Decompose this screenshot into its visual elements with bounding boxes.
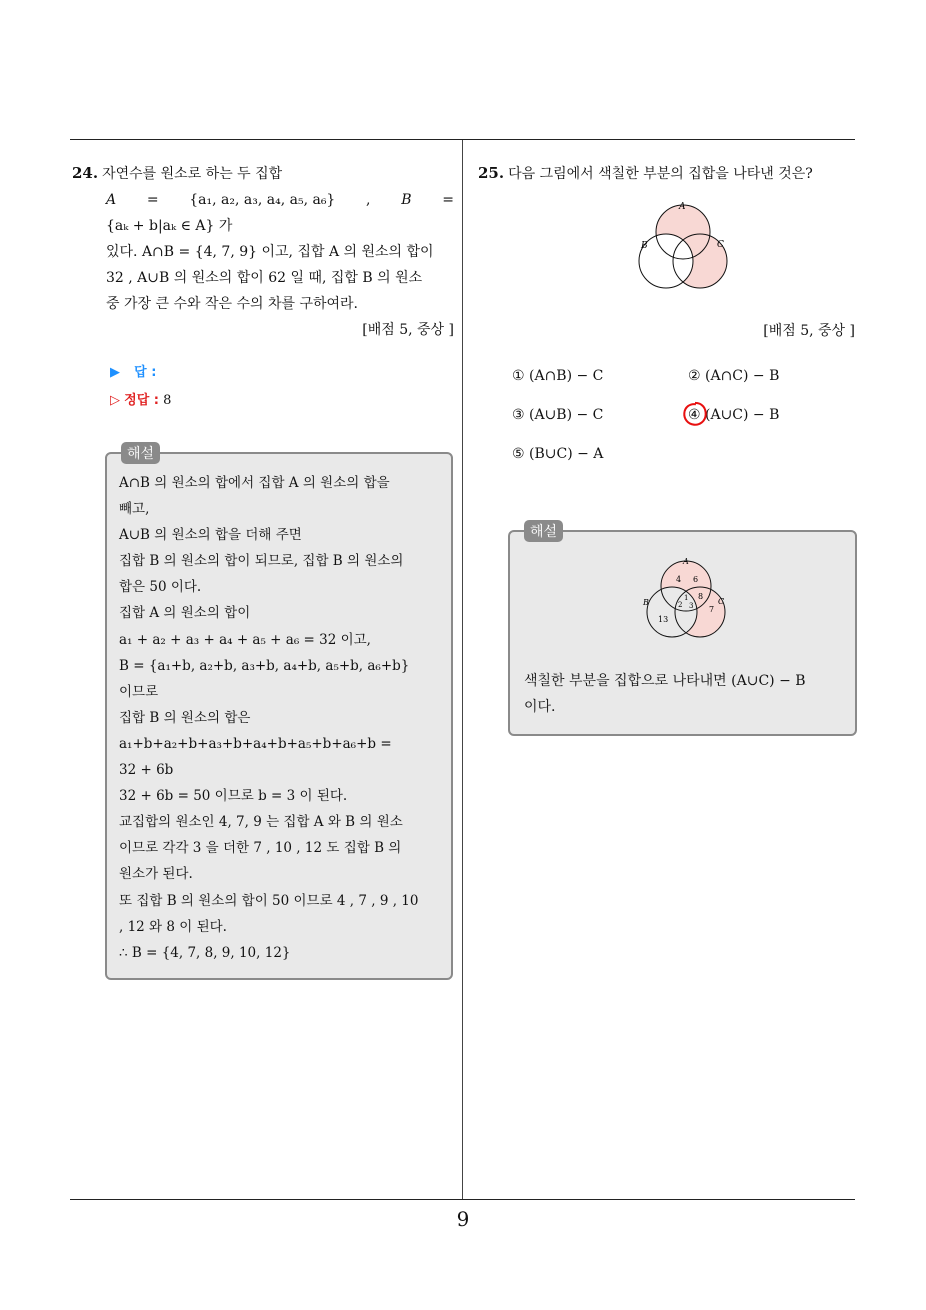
solution-tag: 해설 <box>524 520 563 542</box>
answer-mark-icon <box>682 401 708 427</box>
q24-number: 24. <box>72 164 99 182</box>
solution-line: 집합 B 의 원소의 합이 되므로, 집합 B 의 원소의 <box>119 553 404 570</box>
venn-number: 8 <box>698 592 704 601</box>
q24-correct-row <box>110 387 454 415</box>
option-3[interactable]: ③ (A∪B) − C <box>512 407 604 423</box>
venn-label-c: C <box>717 240 724 250</box>
solution-line: 교집합의 원소인 4, 7, 9 는 집합 A 와 B 의 원소 <box>119 814 403 831</box>
solution-line: 이므로 각각 3 을 더한 7 , 10 , 12 도 집합 B 의 <box>119 840 402 857</box>
solution-box-24 <box>105 446 453 980</box>
venn-label-b: B <box>641 241 648 251</box>
q24-meta: [배점 5, 중상 ] <box>362 322 454 338</box>
q24-answer-row <box>110 359 454 387</box>
solution-line: A∪B 의 원소의 합을 더해 주면 <box>119 527 302 544</box>
answer-label: 답 : <box>134 365 157 380</box>
solution-box-25 <box>508 524 857 736</box>
page-number: 9 <box>456 1207 470 1231</box>
q24-line: 중 가장 큰 수와 작은 수의 차를 구하여라. <box>106 296 358 312</box>
solution-line: , 12 와 8 이 된다. <box>119 918 227 935</box>
venn-label-a: A <box>679 202 686 212</box>
solution-line: 이다. <box>524 699 556 715</box>
venn-number: 2 <box>678 601 683 609</box>
solution-line: a₁ + a₂ + a₃ + a₄ + a₅ + a₆ = 32 이고, <box>119 631 371 648</box>
venn-number: 7 <box>709 605 715 614</box>
solution-line: 빼고, <box>119 501 150 518</box>
solution-line: 합은 50 이다. <box>119 579 202 596</box>
solution-tag: 해설 <box>121 442 160 464</box>
q25-venn-diagram <box>628 196 738 300</box>
venn-label-b: B <box>643 598 649 607</box>
venn-label-c: C <box>718 597 725 606</box>
solution-line: 색칠한 부분을 집합으로 나타내면 (A∪C) − B <box>524 673 806 689</box>
q25-stem-line <box>478 160 858 187</box>
q24-equals: = <box>146 192 159 208</box>
solution-line: 32 + 6b <box>119 762 174 779</box>
q24-stem: 자연수를 원소로 하는 두 집합 <box>102 166 283 182</box>
correct-label: 정답 : <box>124 393 159 408</box>
option-5[interactable]: ⑤ (B∪C) − A <box>512 446 604 462</box>
play-icon: ▶ <box>110 365 120 380</box>
solution-line: 또 집합 B 의 원소의 합이 50 이므로 4 , 7 , 9 , 10 <box>119 892 419 909</box>
question-24 <box>72 160 454 415</box>
q24-line: 있다. A∩B = {4, 7, 9} 이고, 집합 A 의 원소의 합이 <box>106 244 434 260</box>
q25-meta: [배점 5, 중상 ] <box>763 323 855 339</box>
solution-line: 집합 A 의 원소의 합이 <box>119 605 251 622</box>
solution-line: ∴ B = {4, 7, 8, 9, 10, 12} <box>119 944 291 961</box>
venn-number: 1 <box>684 594 689 602</box>
q24-equals: = <box>442 192 454 208</box>
q24-set-a-elements: {a₁, a₂, a₃, a₄, a₅, a₆} <box>189 192 336 208</box>
footer-rule <box>70 1199 855 1200</box>
q24-set-a: A <box>106 192 117 208</box>
solution-line: 원소가 된다. <box>119 866 193 883</box>
q24-answer-area <box>72 359 454 415</box>
correct-value: 8 <box>163 393 172 408</box>
venn-number: 6 <box>693 575 699 584</box>
solution-line: a₁+b+a₂+b+a₃+b+a₄+b+a₅+b+a₆+b = <box>119 735 392 752</box>
venn-number: 4 <box>676 575 682 584</box>
venn-label-a: A <box>683 557 689 566</box>
q24-line: {aₖ + b|aₖ ∈ A} 가 <box>106 218 233 234</box>
venn-number: 13 <box>658 615 669 624</box>
q24-set-b: B <box>401 192 412 208</box>
q25-stem: 다음 그림에서 색칠한 부분의 집합을 나타낸 것은? <box>508 166 813 182</box>
option-4[interactable]: ④ (A∪C) − B <box>688 407 780 423</box>
q24-stem-line <box>72 160 454 187</box>
solution-line: A∩B 의 원소의 합에서 집합 A 의 원소의 합을 <box>119 475 390 491</box>
solution-venn-diagram <box>638 552 738 646</box>
solution-line: B = {a₁+b, a₂+b, a₃+b, a₄+b, a₅+b, a₆+b} <box>119 657 410 674</box>
question-25 <box>478 160 858 187</box>
venn-number: 3 <box>689 602 694 610</box>
q24-sets-row <box>72 187 454 213</box>
q25-number: 25. <box>478 164 505 182</box>
q24-line: 32 , A∪B 의 원소의 합이 62 일 때, 집합 B 의 원소 <box>106 270 423 286</box>
solution-line: 집합 B 의 원소의 합은 <box>119 709 251 726</box>
column-divider <box>462 140 463 1200</box>
option-2[interactable]: ② (A∩C) − B <box>688 368 780 384</box>
solution-line: 이므로 <box>119 683 159 700</box>
option-1[interactable]: ① (A∩B) − C <box>512 368 604 384</box>
solution-line: 32 + 6b = 50 이므로 b = 3 이 된다. <box>119 788 348 805</box>
q24-comma: , <box>366 192 371 208</box>
play-outline-icon: ▷ <box>110 393 120 408</box>
